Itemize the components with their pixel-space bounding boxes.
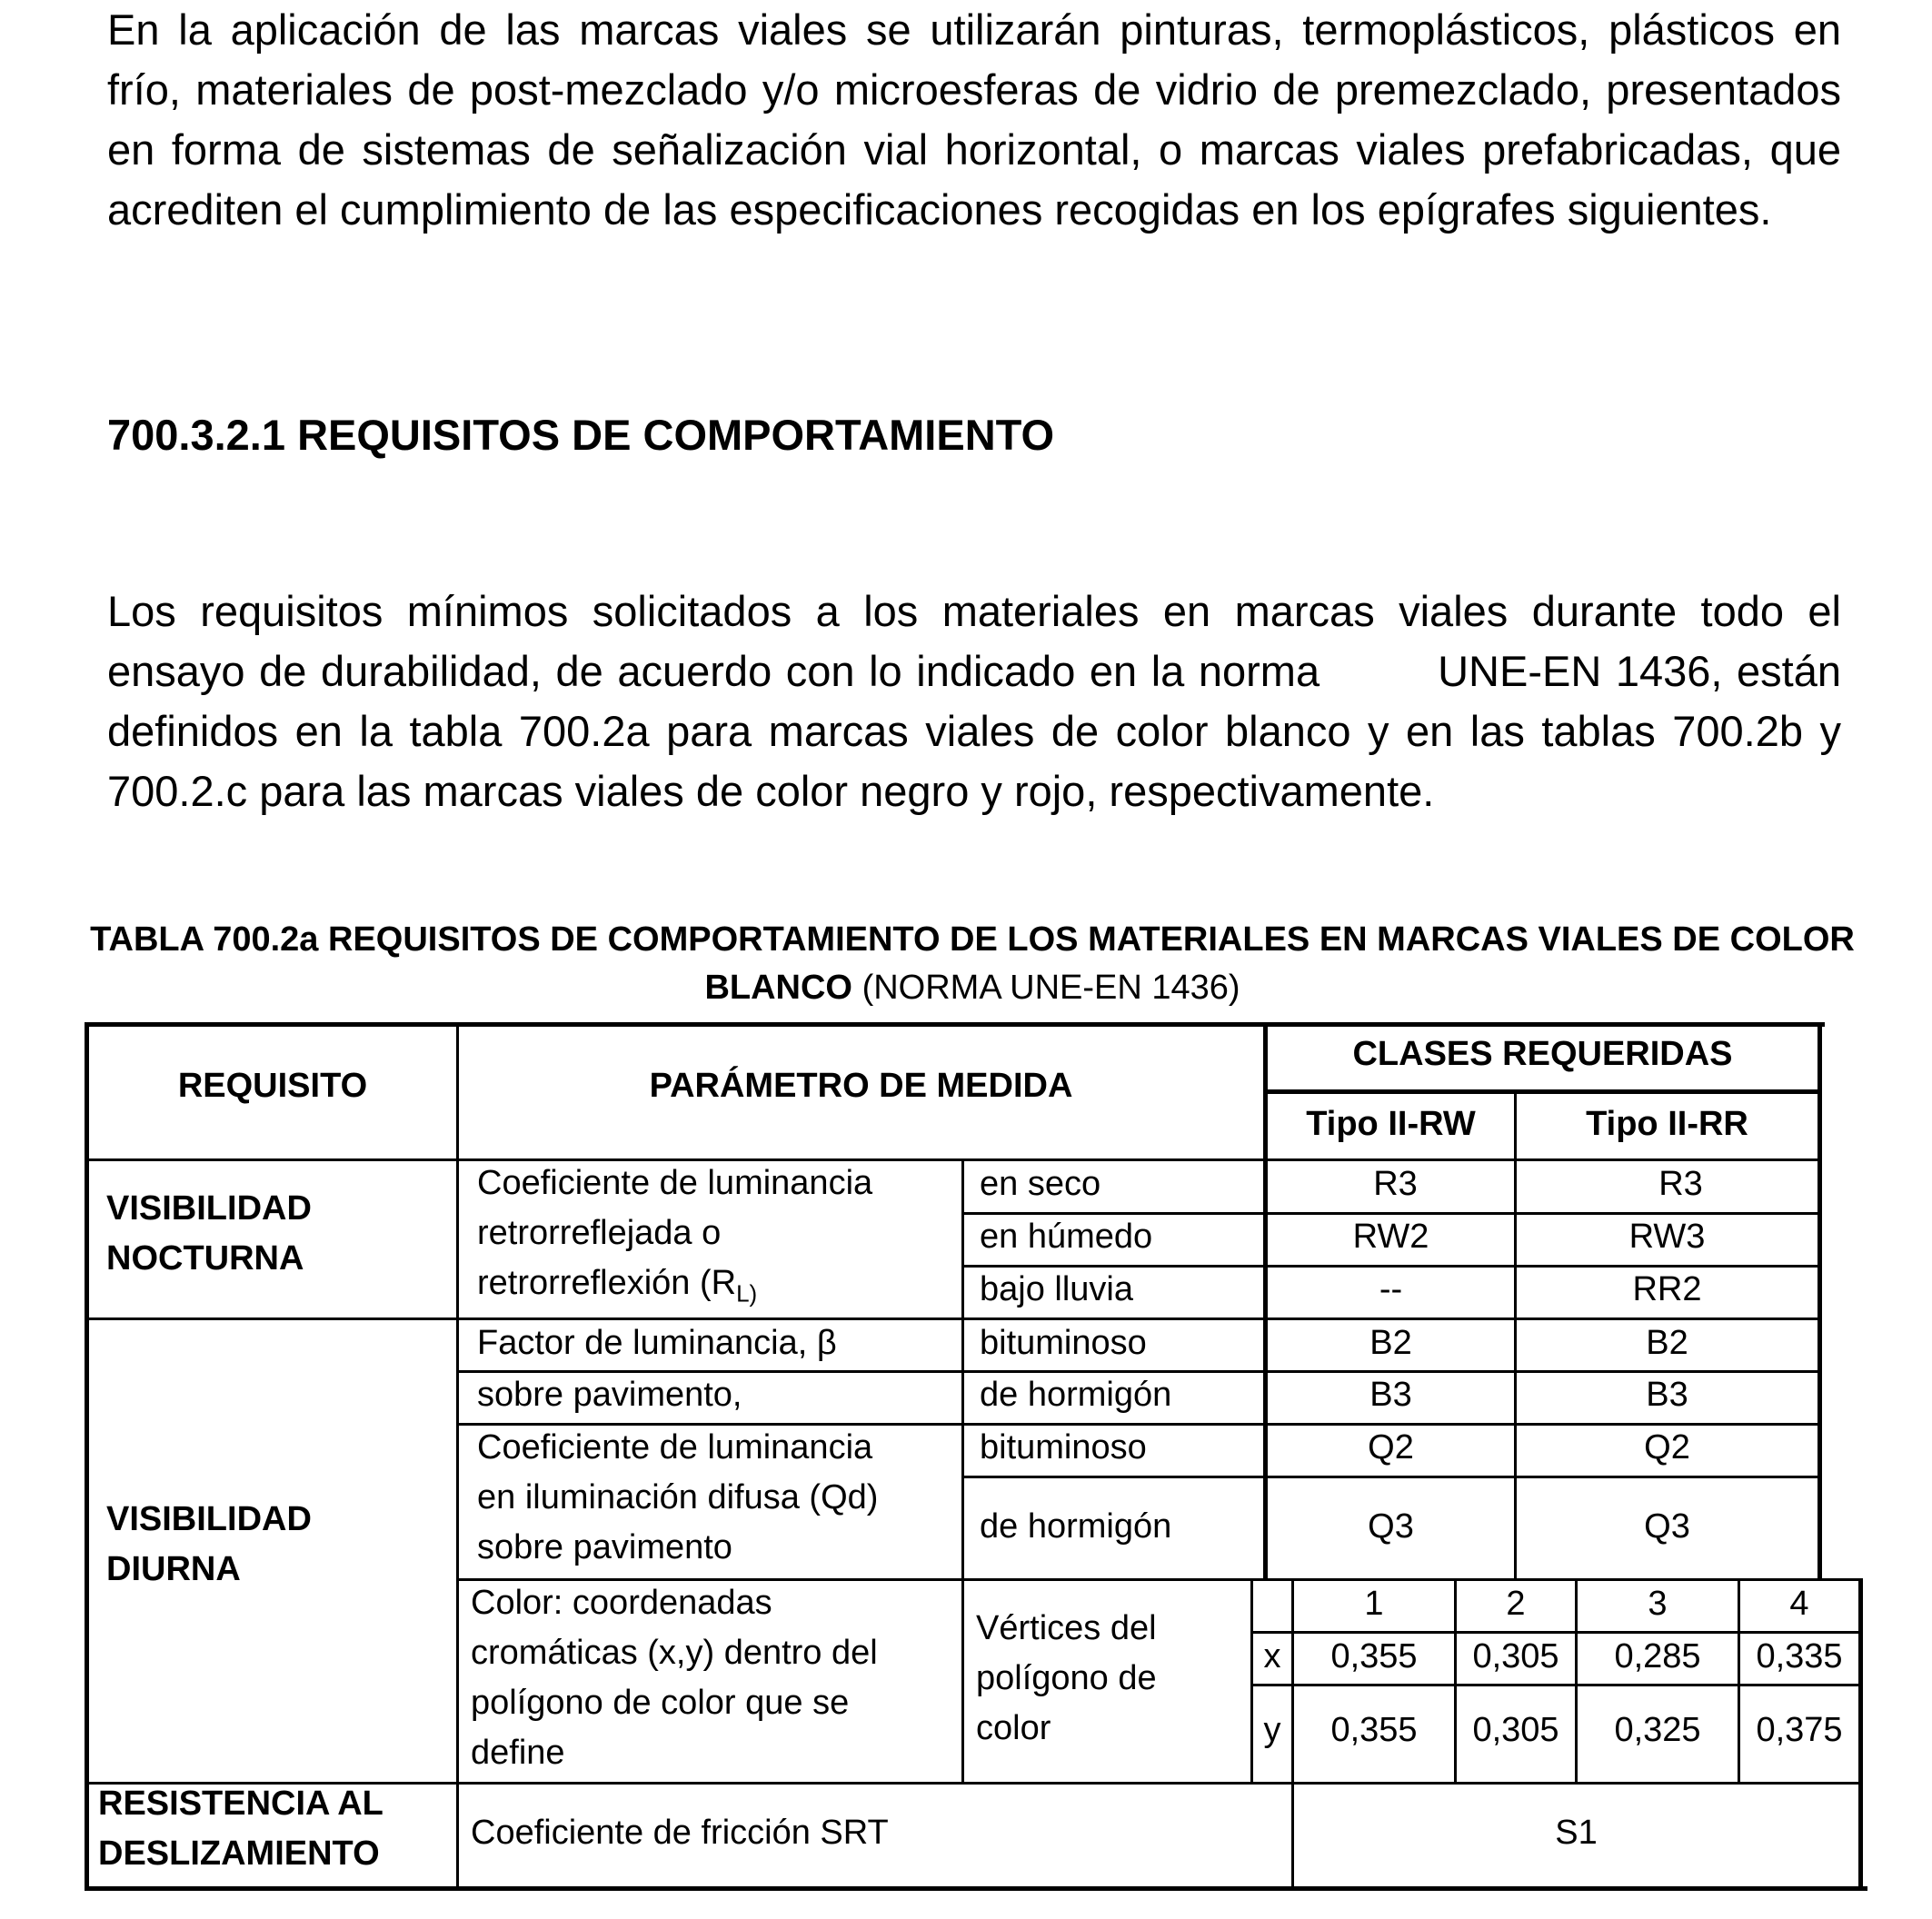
vertex-number-4: 4 — [1789, 1585, 1809, 1623]
visibilidad-nocturna-line1: VISIBILIDAD — [106, 1189, 312, 1228]
y-value-4: 0,375 — [1756, 1711, 1843, 1749]
requirements-paragraph-part2: UNE-EN 1436, están definidos en la tabla 700.2a para marcas viales de color blanco y en las tablas 700.2b y 700.2.c para las marcas viales de color negro y rojo, respectivamente. — [107, 647, 1841, 815]
factor-line2: sobre pavimento, — [477, 1376, 742, 1414]
nocturna-rw-1: RW2 — [1352, 1218, 1429, 1256]
factor-cond-1: de hormigón — [980, 1376, 1172, 1414]
vertices-line3: color — [976, 1709, 1051, 1747]
header-clases-requeridas: CLASES REQUERIDAS — [1352, 1035, 1733, 1073]
visibilidad-diurna-line1: VISIBILIDAD — [106, 1500, 312, 1538]
color-line2: cromáticas (x,y) dentro del — [471, 1634, 878, 1672]
intro-paragraph: En la aplicación de las marcas viales se utilizarán pinturas, termoplásticos, plásticos en frío, materiales de post-mezclado y/o microesferas de vidrio de premezclado, presentados en forma de sistemas de señalización vial horizontal, o marcas viales prefabricadas, que acrediten el cumplimiento de las especificaciones recogidas en los epígrafes siguientes. — [107, 5, 1841, 234]
nocturna-rw-2: -- — [1379, 1270, 1403, 1308]
color-line1: Color: coordenadas — [471, 1584, 772, 1622]
x-value-1: 0,355 — [1330, 1637, 1418, 1675]
factor-rw-1: B3 — [1369, 1376, 1412, 1414]
factor-line1: Factor de luminancia, β — [477, 1324, 837, 1362]
coef-cond-0: bituminoso — [980, 1428, 1147, 1467]
visibilidad-nocturna-line2: NOCTURNA — [106, 1239, 304, 1278]
nocturna-cond-0: en seco — [980, 1165, 1101, 1203]
x-label: x — [1263, 1637, 1281, 1675]
nocturna-param-line3-text: retrorreflexión (R — [477, 1264, 737, 1302]
header-parametro: PARÁMETRO DE MEDIDA — [649, 1067, 1073, 1105]
section-heading: 700.3.2.1 REQUISITOS DE COMPORTAMIENTO — [107, 411, 1055, 459]
coef-rw-0: Q2 — [1368, 1428, 1414, 1467]
y-value-1: 0,355 — [1330, 1711, 1418, 1749]
resistencia-line1: RESISTENCIA AL — [98, 1785, 383, 1823]
resistencia-param: Coeficiente de fricción SRT — [471, 1814, 889, 1852]
coef-line1: Coeficiente de luminancia — [477, 1428, 873, 1467]
nocturna-rr-2: RR2 — [1632, 1270, 1702, 1308]
y-value-3: 0,325 — [1614, 1711, 1701, 1749]
header-tipo-rr: Tipo II-RR — [1586, 1105, 1748, 1143]
nocturna-param-subscript: L) — [736, 1279, 758, 1308]
nocturna-param-line1: Coeficiente de luminancia — [477, 1164, 873, 1202]
vertices-line2: polígono de — [976, 1659, 1157, 1697]
coef-rr-1: Q3 — [1644, 1507, 1690, 1546]
y-value-2: 0,305 — [1472, 1711, 1559, 1749]
header-requisito: REQUISITO — [177, 1067, 368, 1105]
nocturna-param-line3 — [477, 1258, 757, 1318]
table-caption-bold: TABLA 700.2a REQUISITOS DE COMPORTAMIENTO DE LOS MATERIALES EN MARCAS VIALES DE COLOR BLANCO — [90, 920, 1855, 1007]
nocturna-cond-1: en húmedo — [980, 1218, 1153, 1256]
visibilidad-diurna-line2: DIURNA — [106, 1550, 241, 1588]
nocturna-rr-1: RW3 — [1628, 1218, 1706, 1256]
coef-rr-0: Q2 — [1644, 1428, 1690, 1467]
vertex-number-3: 3 — [1648, 1585, 1668, 1623]
vertices-line1: Vértices del — [976, 1609, 1157, 1647]
table-caption-normal: (NORMA UNE-EN 1436) — [861, 969, 1240, 1007]
nocturna-rr-0: R3 — [1658, 1165, 1703, 1203]
resistencia-line2: DESLIZAMIENTO — [98, 1834, 380, 1873]
x-value-2: 0,305 — [1472, 1637, 1559, 1675]
factor-rr-0: B2 — [1646, 1324, 1688, 1362]
vertex-number-2: 2 — [1506, 1585, 1526, 1623]
resistencia-value: S1 — [1555, 1814, 1598, 1852]
coef-line3: sobre pavimento — [477, 1528, 732, 1566]
vertex-number-1: 1 — [1364, 1585, 1384, 1623]
nocturna-param-line2: retrorreflejada o — [477, 1214, 722, 1252]
requirements-paragraph-part1: Los requisitos mínimos solicitados a los materiales en marcas viales durante todo el ensayo de durabilidad, de acuerdo con lo indicado en la norma — [107, 587, 1841, 695]
color-line4: define — [471, 1734, 565, 1772]
factor-rr-1: B3 — [1646, 1376, 1688, 1414]
nocturna-rw-0: R3 — [1373, 1165, 1418, 1203]
x-value-4: 0,335 — [1756, 1637, 1843, 1675]
nocturna-cond-2: bajo lluvia — [980, 1270, 1133, 1308]
coef-cond-1: de hormigón — [980, 1507, 1172, 1546]
color-line3: polígono de color que se — [471, 1684, 850, 1722]
factor-cond-0: bituminoso — [980, 1324, 1147, 1362]
header-tipo-rw: Tipo II-RW — [1306, 1105, 1476, 1143]
coef-rw-1: Q3 — [1368, 1507, 1414, 1546]
coef-line2: en iluminación difusa (Qd) — [477, 1478, 879, 1516]
x-value-3: 0,285 — [1614, 1637, 1701, 1675]
y-label: y — [1263, 1711, 1281, 1749]
factor-rw-0: B2 — [1369, 1324, 1412, 1362]
